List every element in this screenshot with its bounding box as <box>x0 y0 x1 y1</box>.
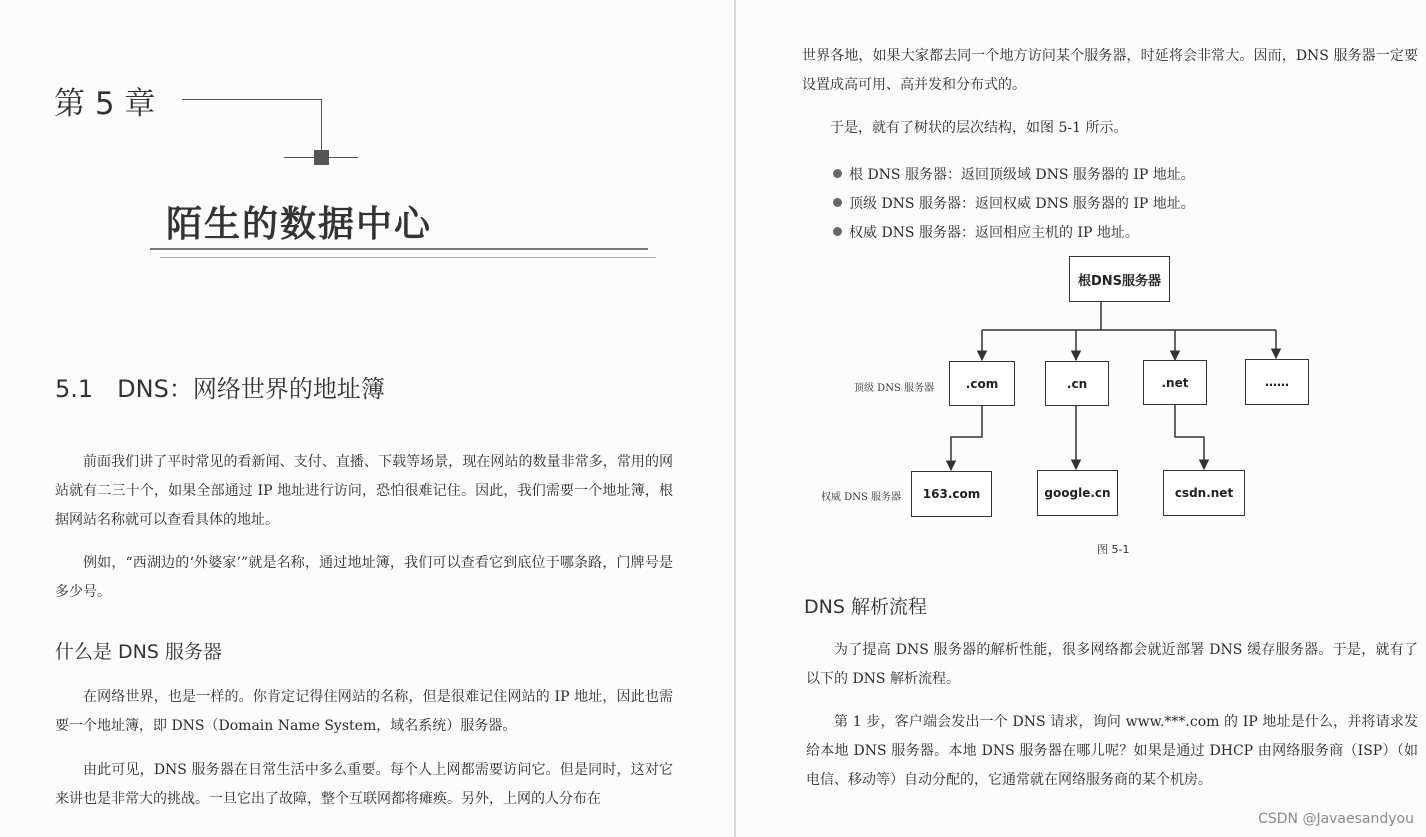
paragraph: 为了提高 DNS 服务器的解析性能，很多网络都会就近部署 DNS 缓存服务器。于是，就有了以下的 DNS 解析流程。 <box>806 642 1418 687</box>
subheading: 什么是 DNS 服务器 <box>55 641 222 663</box>
paragraph: 例如，“西湖边的‘外婆家’”就是名称，通过地址簿，我们可以查看它到底位于哪条路，门牌号是多少号。 <box>55 555 673 600</box>
tld-box-cn: .cn <box>1045 361 1109 406</box>
subheading: DNS 解析流程 <box>804 596 927 618</box>
auth-box-163: 163.com <box>911 471 992 517</box>
paragraph: 在网络世界，也是一样的。你肯定记得住网站的名称，但是很难记住网站的 IP 地址，因此也需要一个地址簿，即 DNS（Domain Name System，域名系统）服务器。 <box>55 689 673 734</box>
paragraph: 前面我们讲了平时常见的看新闻、支付、直播、下载等场景，现在网站的数量非常多，常用的网站就有二三十个，如果全部通过 IP 地址进行访问，恐怕很难记住。因此，我们需要一个地址簿，根据网站名称就可以查看具体的地址。 <box>55 454 673 528</box>
tld-box-com: .com <box>949 361 1015 406</box>
list-item: 根 DNS 服务器：返回顶级域 DNS 服务器的 IP 地址。 <box>833 161 1195 190</box>
chapter-label: 第 5 章 <box>54 86 156 122</box>
paragraph: 第 1 步，客户端会发出一个 DNS 请求，询问 www.***.com 的 IP 地址是什么，并将请求发给本地 DNS 服务器。本地 DNS 服务器在哪儿呢？如果是通过 DHCP 由网络服务商（ISP）（如电信、移动等）自动分配的，它通常就在网络服务商的某个机房。 <box>806 714 1418 788</box>
auth-row-label: 权威 DNS 服务器 <box>821 492 901 503</box>
paragraph: 于是，就有了树状的层次结构，如图 5-1 所示。 <box>830 120 1128 136</box>
root-dns-server-box: 根DNS服务器 <box>1069 256 1170 302</box>
list-item: 权威 DNS 服务器：返回相应主机的 IP 地址。 <box>833 219 1195 248</box>
chapter-title: 陌生的数据中心 <box>166 204 433 245</box>
figure-caption: 图 5-1 <box>1097 543 1130 556</box>
tld-row-label: 顶级 DNS 服务器 <box>854 383 934 394</box>
paragraph: 世界各地，如果大家都去同一个地方访问某个服务器，时延将会非常大。因而，DNS 服务器一定要设置成高可用、高并发和分布式的。 <box>802 48 1418 93</box>
section-heading: 5.1 DNS：网络世界的地址簿 <box>55 375 385 403</box>
auth-box-google: google.cn <box>1037 470 1118 516</box>
tld-box-net: .net <box>1143 360 1207 405</box>
watermark: CSDN @Javaesandyou <box>1258 811 1414 827</box>
auth-box-csdn: csdn.net <box>1163 470 1245 516</box>
paragraph: 由此可见，DNS 服务器在日常生活中多么重要。每个人上网都需要访问它。但是同时，这对它来讲也是非常大的挑战。一旦它出了故障，整个互联网都将瘫痪。另外，上网的人分布在 <box>55 762 673 807</box>
list-item: 顶级 DNS 服务器：返回权威 DNS 服务器的 IP 地址。 <box>833 190 1195 219</box>
tld-box-more: …… <box>1245 359 1309 405</box>
